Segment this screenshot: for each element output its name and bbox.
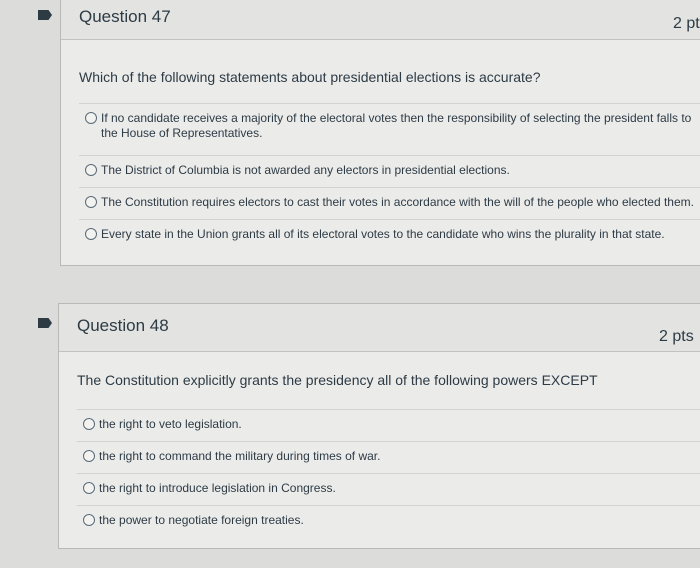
question-47-title: Question 47 (79, 7, 171, 26)
answer-label[interactable]: the right to introduce legislation in Congress. (99, 481, 336, 495)
radio-button[interactable] (83, 418, 95, 430)
answer-label[interactable]: the right to veto legislation. (99, 417, 242, 431)
answer-option[interactable] (77, 505, 700, 537)
answer-option[interactable] (79, 219, 700, 251)
question-48-answers (77, 409, 700, 537)
radio-button[interactable] (85, 112, 97, 124)
question-48-points: 2 pts (659, 328, 694, 345)
question-48-text: The Constitution explicitly grants the presidency all of the following powers EXCEPT (77, 372, 598, 388)
radio-button[interactable] (83, 450, 95, 462)
radio-button[interactable] (83, 482, 95, 494)
question-47-bookmark-icon[interactable] (38, 10, 52, 20)
question-48-bookmark-icon[interactable] (38, 318, 52, 328)
answer-label[interactable]: The Constitution requires electors to cast their votes in accordance with the will of the people who elected them. (101, 195, 694, 209)
answer-label[interactable]: the power to negotiate foreign treaties. (99, 513, 304, 527)
answer-option[interactable] (77, 409, 700, 441)
answer-label[interactable]: Every state in the Union grants all of its electoral votes to the candidate who wins the plurality in that state. (101, 227, 665, 241)
answer-label[interactable]: If no candidate receives a majority of the electoral votes then the responsibility of selecting the president falls to the House of Representatives. (101, 111, 692, 140)
question-47-header (61, 0, 700, 40)
question-47-answers (79, 103, 700, 251)
question-48-panel (58, 303, 700, 549)
answer-option[interactable] (79, 103, 700, 155)
question-47-points: 2 pt (673, 15, 700, 32)
answer-option[interactable] (79, 155, 700, 187)
radio-button[interactable] (85, 228, 97, 240)
question-48-header (59, 304, 700, 352)
answer-label[interactable]: The District of Columbia is not awarded any electors in presidential elections. (101, 163, 510, 177)
answer-option[interactable] (77, 441, 700, 473)
radio-button[interactable] (85, 164, 97, 176)
question-47-panel (60, 0, 700, 266)
radio-button[interactable] (83, 514, 95, 526)
answer-option[interactable] (77, 473, 700, 505)
question-47-text: Which of the following statements about presidential elections is accurate? (79, 69, 541, 85)
question-48-title: Question 48 (77, 316, 169, 335)
answer-option[interactable] (79, 187, 700, 219)
answer-label[interactable]: the right to command the military during times of war. (99, 449, 381, 463)
radio-button[interactable] (85, 196, 97, 208)
